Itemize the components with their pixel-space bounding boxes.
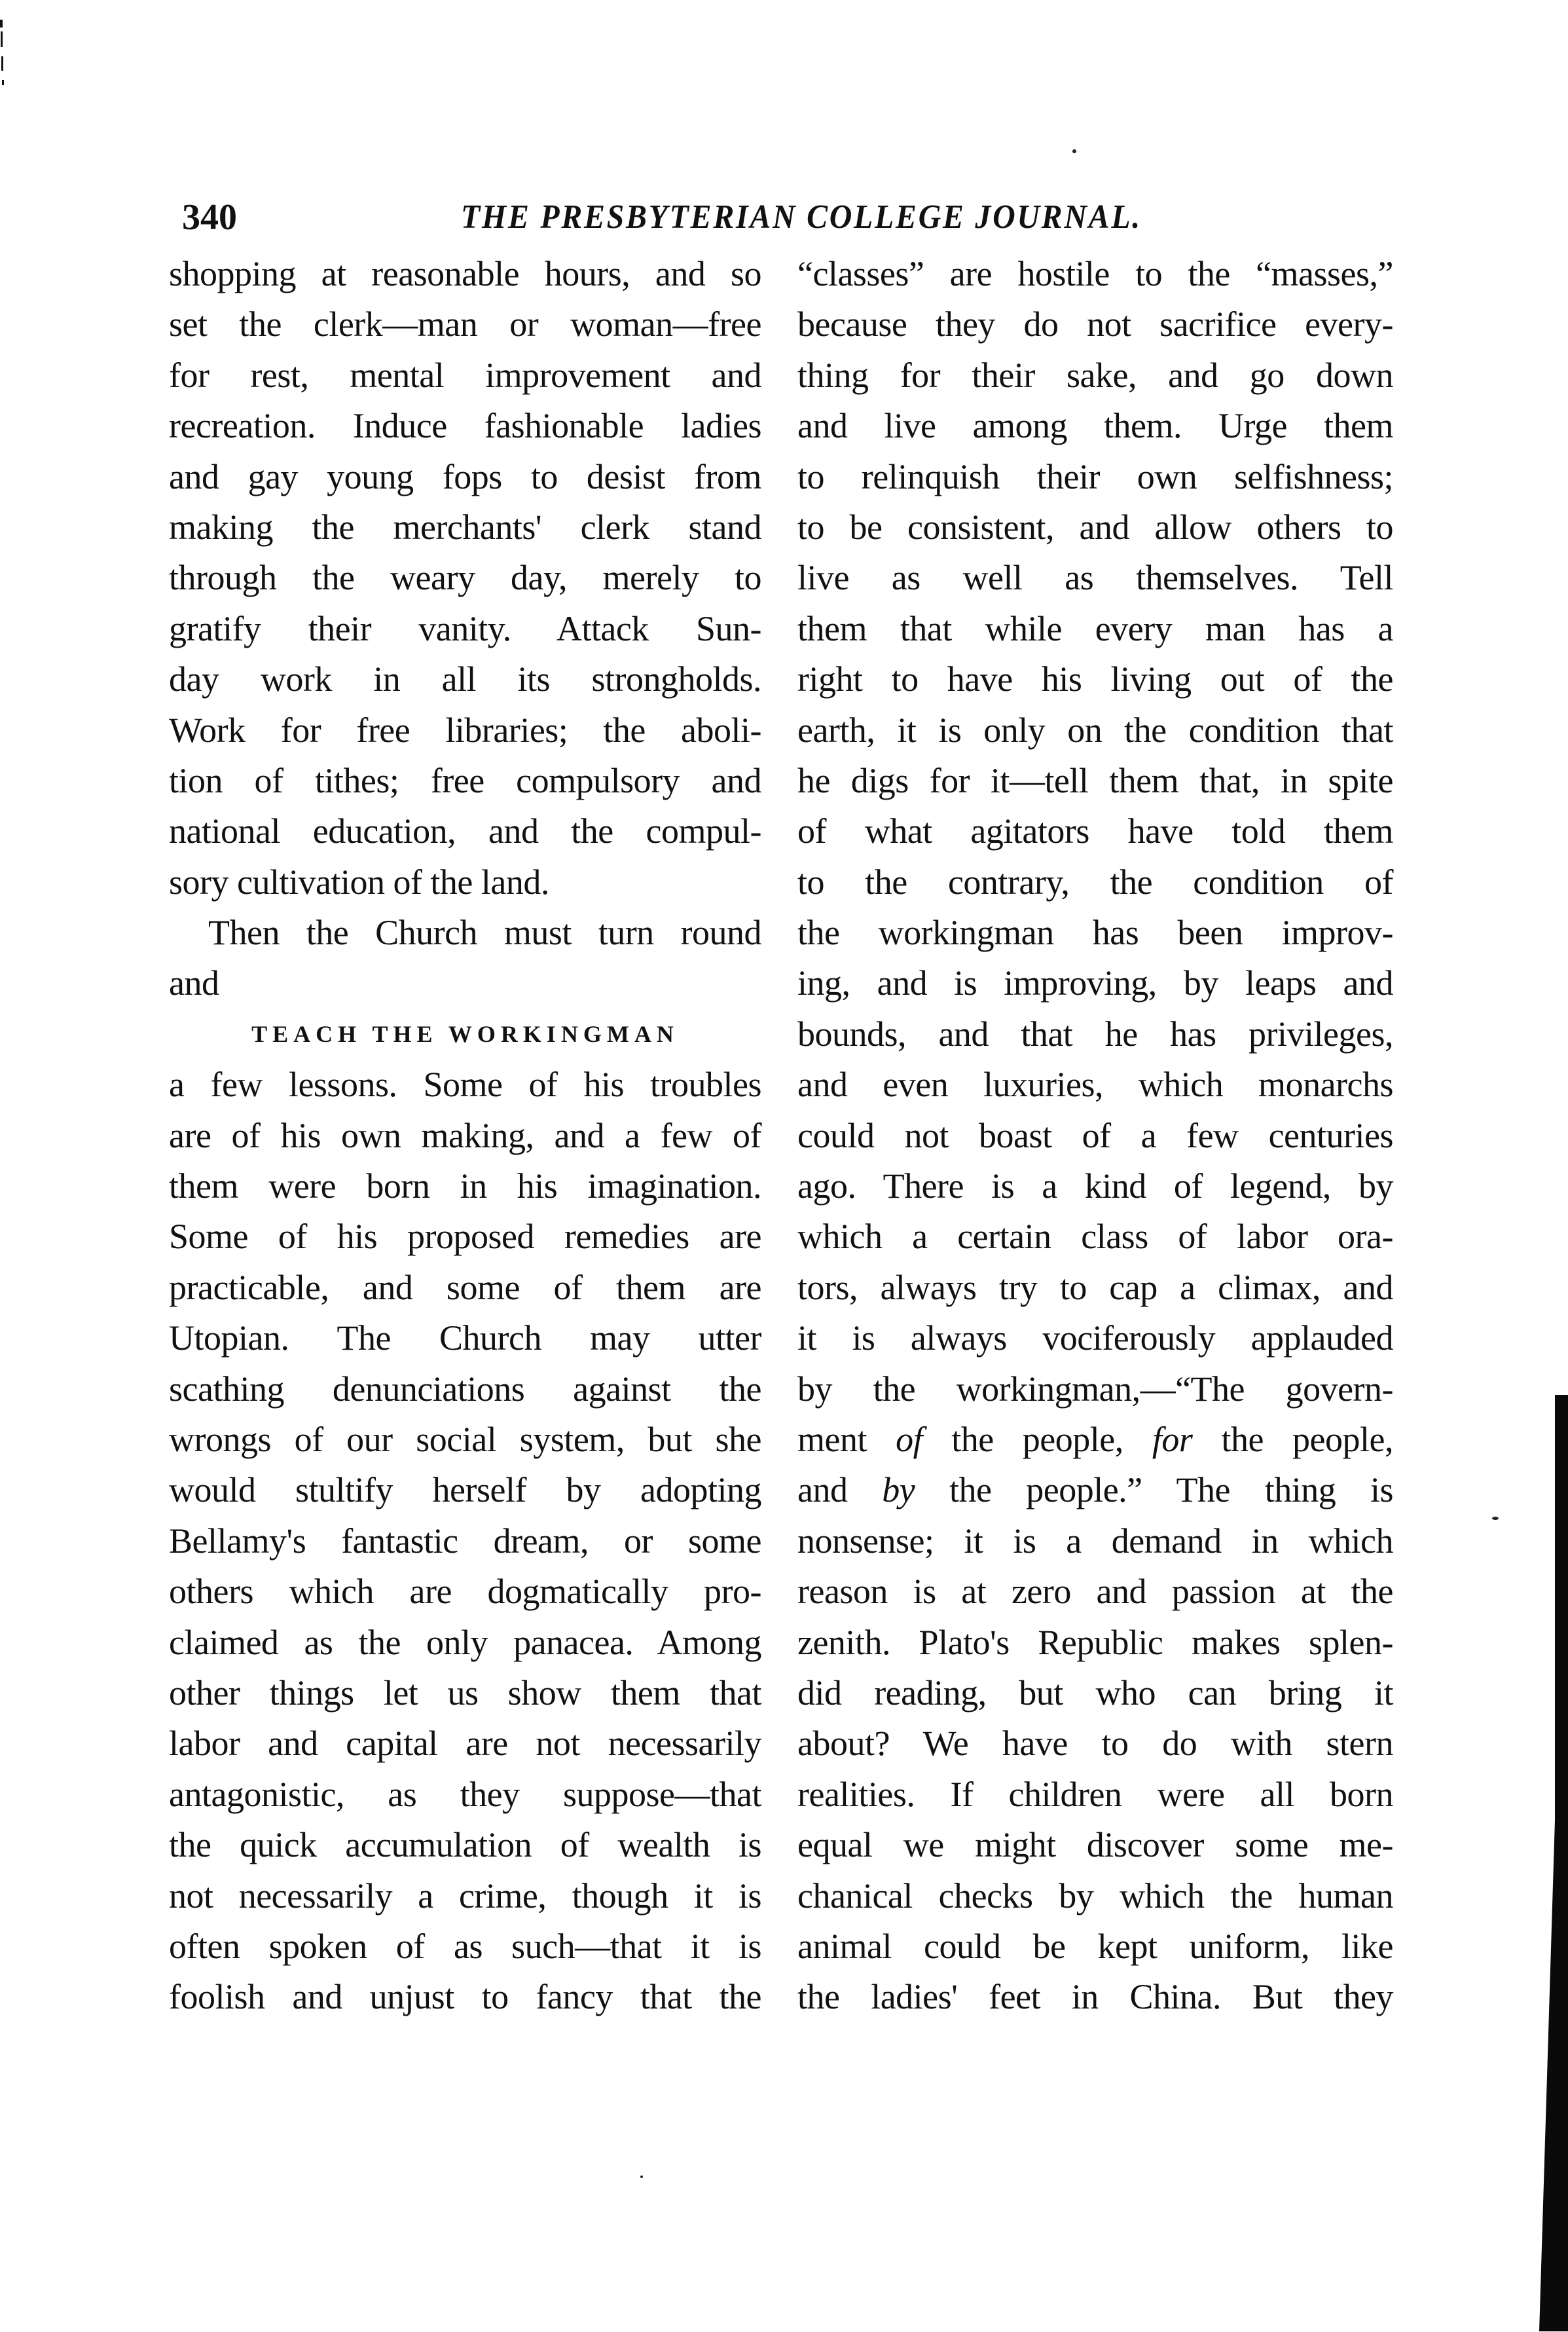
text-line: practicable, and some of them are [169,1267,761,1307]
text-line: did reading, but who can bring it [797,1673,1393,1712]
text-line: the quick accumulation of wealth is [169,1825,761,1865]
ink-speck [1492,1517,1499,1520]
text-line: the ladies' feet in China. But they [797,1977,1393,2017]
text-line: bounds, and that he has privileges, [797,1014,1393,1054]
text-line: set the clerk—man or woman—free [169,305,761,344]
journal-title: THE PRESBYTERIAN COLLEGE JOURNAL. [461,198,1142,236]
text-line: often spoken of as such—that it is [169,1926,761,1966]
text-line: labor and capital are not necessarily [169,1724,761,1764]
text-line: for rest, mental improvement and [169,355,761,395]
scan-edge-shadow-fill [1555,1395,1568,2331]
italic-word: for [1152,1419,1193,1459]
section-heading: TEACH THE WORKINGMAN [251,1020,679,1047]
text-line: to be consistent, and allow others to [797,507,1393,547]
text-line: nonsense; it is a demand in which [797,1521,1393,1561]
text-line: reason is at zero and passion at the [797,1572,1393,1612]
italic-word: of [896,1419,923,1459]
text-line: scathing denunciations against the [169,1369,761,1409]
text-line: and by the people.” The thing is [797,1470,1393,1510]
italic-word: by [882,1470,915,1510]
text-line: antagonistic, as they suppose—that [169,1774,761,1814]
text-line: ing, and is improving, by leaps and [797,963,1393,1003]
text-line: animal could be kept uniform, like [797,1926,1393,1966]
text-line: and gay young fops to desist from [169,456,761,496]
text-line: day work in all its strongholds. [169,659,761,699]
text-line: would stultify herself by adopting [169,1470,761,1510]
text-line: ago. There is a kind of legend, by [797,1166,1393,1206]
text-line: making the merchants' clerk stand [169,507,761,547]
text-line: to relinquish their own selfishness; [797,456,1393,496]
text-line: Work for free libraries; the aboli- [169,710,761,750]
text-line: shopping at reasonable hours, and so [169,254,761,293]
left-column [169,249,761,2023]
text-line: other things let us show them that [169,1673,761,1712]
text-line: of what agitators have told them [797,811,1393,851]
text-line: and live among them. Urge them [797,406,1393,446]
text-line: them were born in his imagination. [169,1166,761,1206]
text-line: the workingman has been improv- [797,913,1393,953]
running-head [172,196,1140,242]
left-edge-mark [1,31,3,47]
text-line: ment of the people, for the people, [797,1419,1393,1459]
text-line: because they do not sacrifice every- [797,305,1393,344]
ink-speck [1072,149,1076,153]
text-line: recreation. Induce fashionable ladies [169,406,761,446]
text-line: through the weary day, merely to [169,558,761,598]
text-line: tion of tithes; free compulsory and [169,760,761,800]
text-line: about? We have to do with stern [797,1724,1393,1764]
text-line: them that while every man has a [797,608,1393,648]
text-line: thing for their sake, and go down [797,355,1393,395]
text-line: Bellamy's fantastic dream, or some [169,1521,761,1561]
text-line: to the contrary, the condition of [797,862,1393,902]
text-line: claimed as the only panacea. Among [169,1622,761,1662]
text-line: and [169,963,219,1003]
text-line: it is always vociferously applauded [797,1318,1393,1358]
text-line: earth, it is only on the condition that [797,710,1393,750]
text-line: zenith. Plato's Republic makes splen- [797,1622,1393,1662]
text-line: foolish and unjust to fancy that the [169,1977,761,2017]
text-line: others which are dogmatically pro- [169,1572,761,1612]
text-line: national education, and the compul- [169,811,761,851]
text-line: which a certain class of labor ora- [797,1217,1393,1257]
text-line: equal we might discover some me- [797,1825,1393,1865]
text-line: Utopian. The Church may utter [169,1318,761,1358]
text-line: “classes” are hostile to the “masses,” [797,254,1393,293]
text-line: a few lessons. Some of his troubles [169,1065,761,1105]
text-line: he digs for it—tell them that, in spite [797,760,1393,800]
text-line: wrongs of our social system, but she [169,1419,761,1459]
text-line: gratify their vanity. Attack Sun- [169,608,761,648]
text-line: are of his own making, and a few of [169,1115,761,1155]
text-line: sory cultivation of the land. [169,862,549,902]
ink-speck [640,2175,643,2178]
page-number: 340 [182,197,237,238]
text-line: Then the Church must turn round [208,913,761,953]
left-edge-mark [2,80,4,85]
text-line: realities. If children were all born [797,1774,1393,1814]
text-line: live as well as themselves. Tell [797,558,1393,598]
text-line: by the workingman,—“The govern- [797,1369,1393,1409]
text-line: tors, always try to cap a climax, and [797,1267,1393,1307]
text-line: right to have his living out of the [797,659,1393,699]
text-line: not necessarily a crime, though it is [169,1876,761,1916]
text-line: chanical checks by which the human [797,1876,1393,1916]
text-line: Some of his proposed remedies are [169,1217,761,1257]
right-column [797,249,1393,2023]
text-line: and even luxuries, which monarchs [797,1065,1393,1105]
left-edge-mark [0,20,3,28]
text-line: could not boast of a few centuries [797,1115,1393,1155]
left-edge-mark [1,56,3,71]
